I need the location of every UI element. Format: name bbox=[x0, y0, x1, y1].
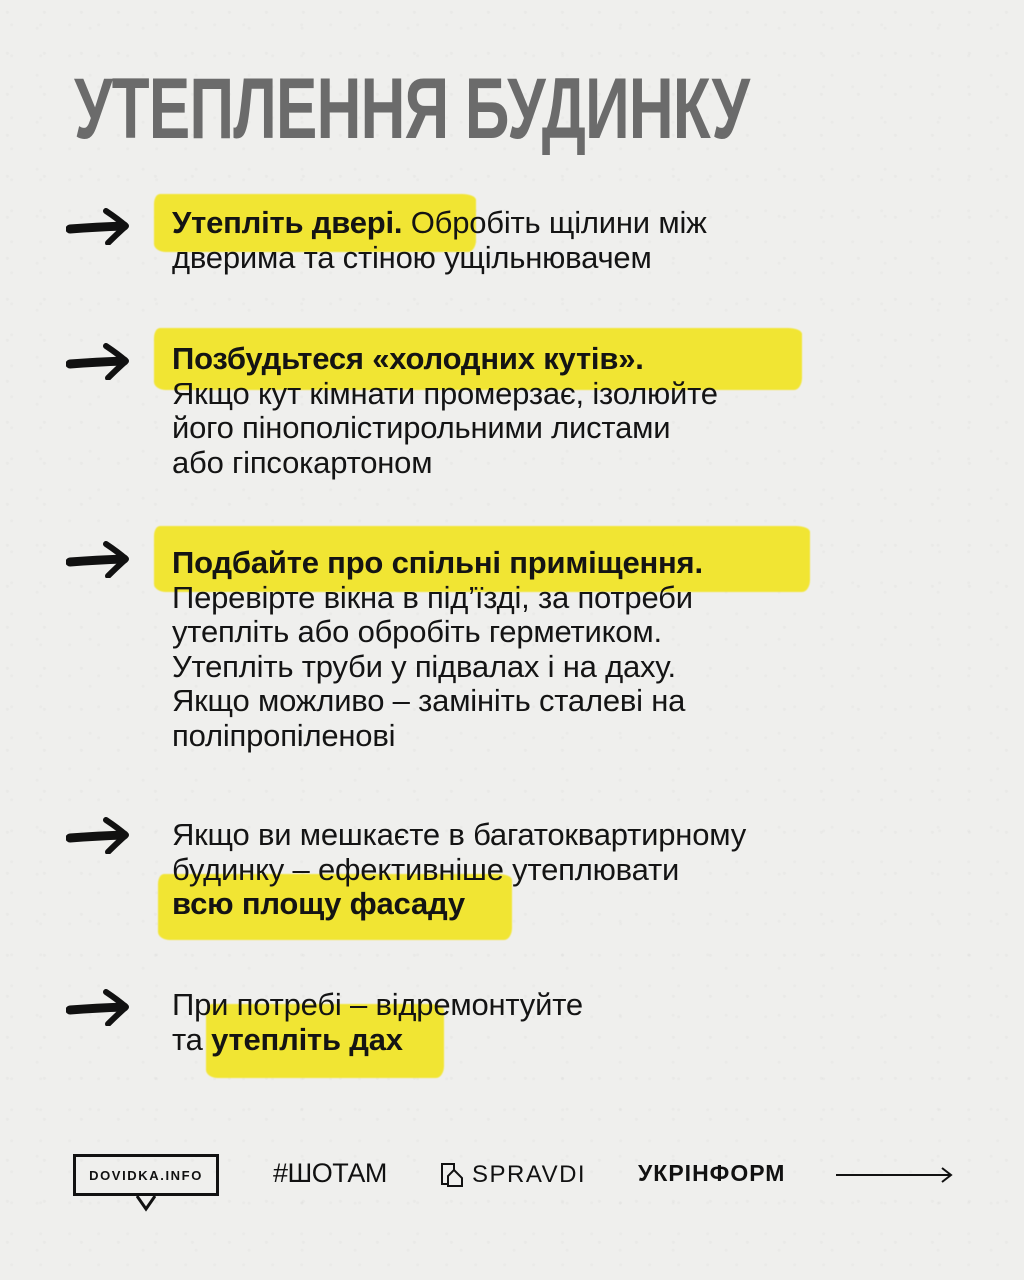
tip-body: При потребі – відремонтуйте bbox=[172, 987, 583, 1022]
tip-heading: утепліть дах bbox=[211, 1021, 403, 1057]
tip-body: будинку – ефективніше утеплювати bbox=[172, 851, 680, 887]
footer-partners bbox=[0, 1150, 1024, 1220]
tip-body: поліпропіленові bbox=[172, 717, 396, 753]
arrow-right-icon bbox=[66, 340, 132, 380]
tip-heading: Подбайте про спільні приміщення. bbox=[172, 545, 703, 580]
spravdi-label: SPRAVDI bbox=[472, 1161, 587, 1188]
tip-heading: Утепліть двері. bbox=[172, 205, 403, 240]
arrow-right-icon bbox=[66, 205, 132, 245]
tip-text bbox=[172, 206, 707, 275]
tip-body: Якщо кут кімнати промерзає, ізолюйте bbox=[172, 375, 718, 411]
arrow-right-icon bbox=[66, 538, 132, 578]
spravdi-icon bbox=[440, 1162, 464, 1188]
tip-body: дверима та стіною ущільнювачем bbox=[172, 239, 652, 275]
ukrinform-logo[interactable]: УКРІНФОРМ bbox=[638, 1160, 786, 1186]
long-arrow-right-icon[interactable] bbox=[836, 1166, 954, 1184]
tip-body: або гіпсокартоном bbox=[172, 444, 433, 480]
tip-body: його пінополістирольними листами bbox=[172, 410, 671, 445]
tip-body: утепліть або обробіть герметиком. bbox=[172, 614, 662, 649]
tip-body: Утепліть труби у підвалах і на даху. bbox=[172, 648, 676, 684]
speech-bubble-tail-icon bbox=[136, 1196, 156, 1212]
arrow-right-icon bbox=[66, 814, 132, 854]
tip-body: та bbox=[172, 1021, 212, 1057]
spravdi-logo[interactable] bbox=[440, 1161, 586, 1189]
tip-body: Обробіть щілини між bbox=[402, 205, 707, 240]
tip-text bbox=[172, 818, 746, 922]
tip-text bbox=[172, 988, 583, 1057]
tip-text bbox=[172, 342, 718, 480]
tip-body: Якщо можливо – замініть сталеві на bbox=[172, 683, 686, 718]
tip-body: Якщо ви мешкаєте в багатоквартирному bbox=[172, 817, 746, 852]
dovidka-logo[interactable]: DOVIDKA.INFO bbox=[73, 1154, 219, 1196]
tip-heading: всю площу фасаду bbox=[172, 886, 465, 921]
tip-text bbox=[172, 546, 703, 753]
tip-heading: Позбудьтеся «холодних кутів». bbox=[172, 341, 644, 376]
tip-body: Перевірте вікна в під’їзді, за потреби bbox=[172, 579, 693, 615]
arrow-right-icon bbox=[66, 986, 132, 1026]
shotam-logo[interactable]: #ШОТАМ bbox=[273, 1158, 387, 1188]
page-title: УТЕПЛЕННЯ БУДИНКУ bbox=[74, 61, 750, 157]
